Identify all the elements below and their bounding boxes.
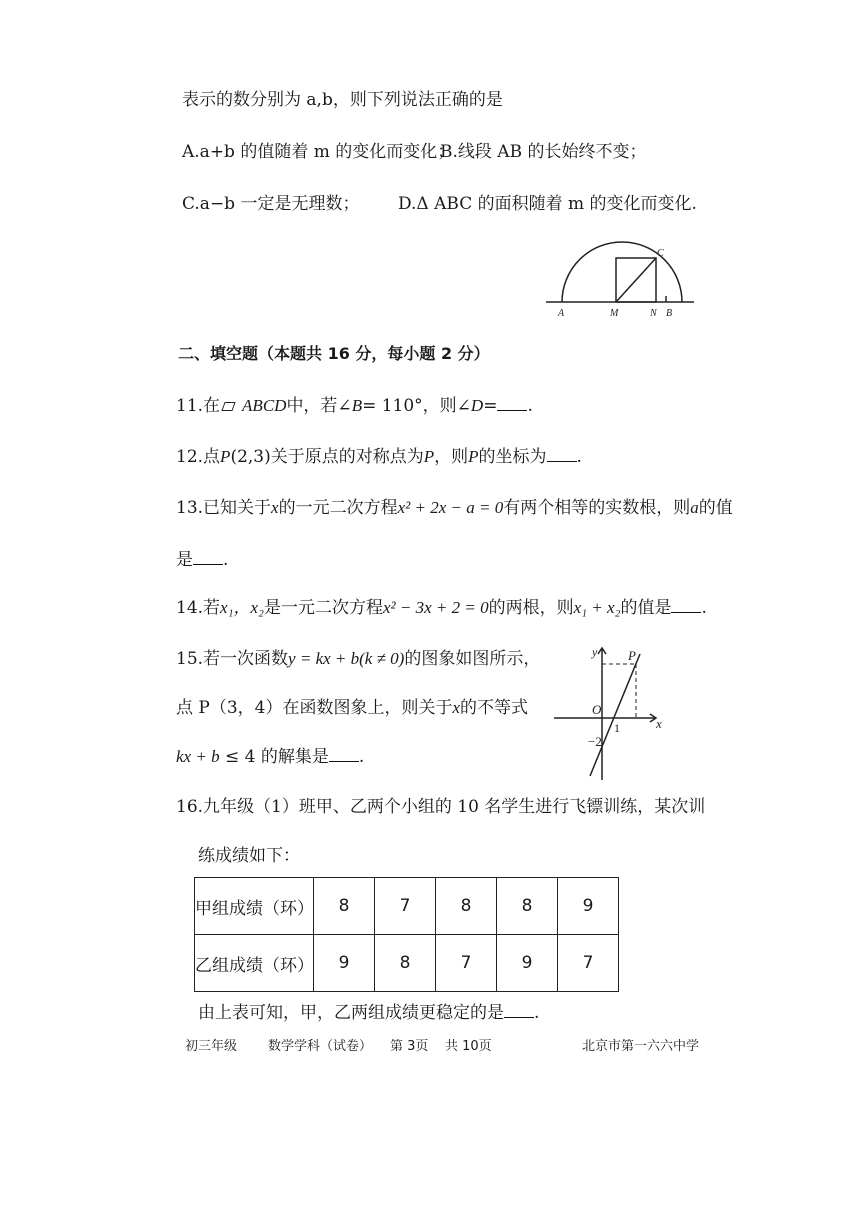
q12-p1: P: [220, 447, 231, 466]
table-cell: 9: [497, 935, 558, 992]
label-a: A: [558, 308, 565, 319]
q11-abcd: ABCD: [242, 396, 287, 415]
table-cell: 7: [375, 878, 436, 935]
q13-line2: [176, 549, 228, 571]
q12-p2: P: [423, 447, 435, 466]
q13-eq: x² + 2x − a = 0: [397, 498, 504, 517]
table-cell: 8: [497, 878, 558, 935]
q10-option-c: C.a−b 一定是无理数；: [182, 194, 360, 214]
q13-end: .: [223, 550, 229, 570]
q13-tail: 有两个相等的实数根，则: [503, 498, 691, 518]
q12-p3: P: [468, 447, 479, 466]
q16-line2: 练成绩如下：: [198, 846, 300, 866]
table-cell: 8: [436, 878, 497, 935]
table-cell: 9: [558, 878, 619, 935]
q14-eq: x² − 3x + 2 = 0: [382, 598, 489, 617]
q15-line2-prefix: 点 P（3，4）在函数图象上，则关于: [176, 698, 453, 718]
q11-eq: =: [483, 396, 498, 416]
q12-tail2: 的坐标为: [478, 447, 547, 467]
q15-line1-tail: 的图象如图所示，: [404, 649, 541, 669]
q13-a: a: [690, 498, 699, 517]
semicircle-arc: [562, 242, 682, 302]
diagonal-mc: [616, 258, 656, 302]
q14: [176, 597, 707, 619]
q14-prefix: 14.若: [176, 598, 221, 618]
parallelogram-icon: [221, 402, 235, 411]
answer-blank[interactable]: [329, 747, 359, 762]
q15-line2: [176, 697, 528, 719]
footer-page: 第 3页: [390, 1039, 429, 1054]
q15-line2-tail: 的不等式: [460, 698, 529, 718]
answer-blank[interactable]: [504, 1003, 534, 1018]
table-row: [195, 878, 619, 935]
label-minus2: −2: [588, 734, 602, 749]
q14-tail: 的两根，则: [488, 598, 574, 618]
q11-text-d: = 110°，则∠: [362, 396, 471, 416]
q15-prefix: 15.若一次函数: [176, 649, 289, 669]
label-y: y: [592, 645, 598, 659]
q16-end: .: [534, 1003, 540, 1023]
row-label: 乙组成绩（环）: [195, 935, 314, 992]
row-label: 甲组成绩（环）: [195, 878, 314, 935]
label-o: O: [592, 702, 602, 717]
q14-roots: x₁，x₂: [220, 598, 264, 617]
label-c: C: [657, 248, 664, 259]
table-row: [195, 935, 619, 992]
answer-blank[interactable]: [671, 598, 701, 613]
table-cell: 9: [314, 935, 375, 992]
q12-end: .: [576, 447, 582, 467]
table-cell: 8: [375, 935, 436, 992]
label-x: x: [656, 716, 662, 731]
q15-line3-tail: ≤ 4 的解集是: [224, 747, 329, 767]
answer-blank[interactable]: [547, 447, 577, 462]
q13-var: x: [271, 498, 279, 517]
table-cell: 8: [314, 878, 375, 935]
q10-option-b: B.线段 AB 的长始终不变；: [440, 142, 647, 162]
q12-coord: (2,3): [230, 447, 271, 467]
q14-mid: 是一元二次方程: [263, 598, 383, 618]
q13-tail2: 的值: [698, 498, 733, 518]
label-p: P: [628, 648, 636, 663]
q13: [176, 497, 733, 519]
q15-function-graph: [552, 642, 672, 782]
q10-option-d: D.Δ ABC 的面积随着 m 的变化而变化.: [398, 194, 697, 214]
q12-mid: 关于原点的对称点为: [270, 447, 424, 467]
q11-b: B: [351, 396, 363, 415]
q13-mid: 的一元二次方程: [278, 498, 398, 518]
q16-line1: 16.九年级（1）班甲、乙两个小组的 10 名学生进行飞镖训练，某次训: [176, 797, 706, 817]
footer-grade: 初三年级: [185, 1039, 238, 1054]
footer-total: 共 10页: [445, 1039, 492, 1054]
q15-line2-var: x: [452, 698, 461, 717]
q11-prefix: 11.在: [176, 396, 221, 416]
label-b: B: [666, 308, 673, 319]
q12-tail: ，则: [434, 447, 469, 467]
q15-end: .: [358, 747, 365, 767]
q15-line1: [176, 648, 540, 670]
q11-text-b: 中，若∠: [286, 396, 352, 416]
label-m: M: [610, 308, 619, 319]
label-n: N: [650, 308, 657, 319]
q15-line3: [176, 746, 364, 768]
q16-conclusion-text: 由上表可知，甲，乙两组成绩更稳定的是: [198, 1003, 504, 1023]
q14-end: .: [701, 598, 707, 618]
q13-line2-text: 是: [176, 550, 193, 570]
q13-prefix: 13.已知关于: [176, 498, 272, 518]
q12: [176, 446, 582, 468]
answer-blank[interactable]: [497, 396, 527, 411]
q10-stem-tail: 表示的数分别为 a,b，则下列说法正确的是: [182, 90, 503, 110]
q16-conclusion: [198, 1002, 539, 1024]
q10-option-a: A.a+b 的值随着 m 的变化而变化；: [182, 142, 455, 162]
q15-expr: kx + b: [176, 747, 220, 766]
q10-semicircle-figure: [540, 230, 700, 320]
q11: [176, 395, 533, 417]
table-cell: 7: [436, 935, 497, 992]
q11-end: .: [527, 396, 533, 416]
scores-table: [194, 877, 619, 992]
table-cell: 7: [558, 935, 619, 992]
q11-d: D: [470, 396, 484, 415]
q14-sum: x₁ + x₂: [573, 598, 621, 617]
q12-prefix: 12.点: [176, 447, 221, 467]
q15-func: y = kx + b(k ≠ 0): [288, 649, 405, 668]
section-title: 二、填空题（本题共 16 分，每小题 2 分）: [178, 344, 490, 363]
q14-tail2: 的值是: [620, 598, 672, 618]
footer-subject: 数学学科（试卷）: [268, 1039, 373, 1054]
label-one: 1: [614, 721, 620, 735]
footer-school: 北京市第一六六中学: [582, 1039, 700, 1054]
answer-blank[interactable]: [193, 550, 223, 565]
